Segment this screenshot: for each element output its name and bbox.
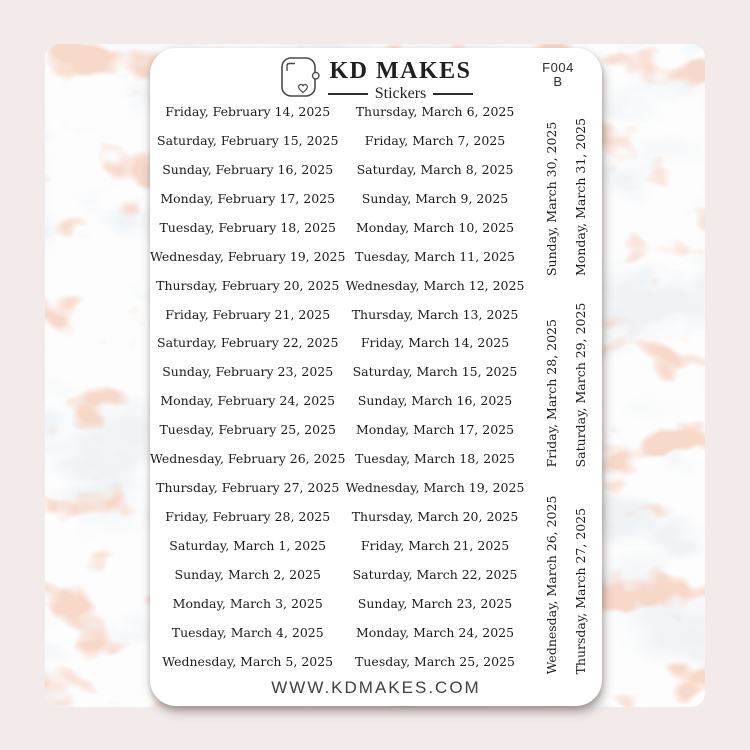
- date-sticker-label: Friday, March 21, 2025: [360, 538, 510, 554]
- date-sticker-label-vertical: Wednesday, March 26, 2025: [544, 495, 559, 675]
- date-sticker-label: Wednesday, March 12, 2025: [345, 277, 525, 293]
- date-sticker-label: Friday, March 7, 2025: [364, 132, 506, 148]
- date-sticker-label: Saturday, March 1, 2025: [169, 538, 327, 554]
- date-sticker-label-vertical: Saturday, March 29, 2025: [572, 302, 588, 468]
- date-sticker-label: Monday, February 24, 2025: [160, 393, 336, 409]
- journal-heart-logo-icon: [279, 56, 323, 98]
- rotated-sticker-group: [544, 496, 588, 675]
- date-sticker-grid: [150, 97, 530, 676]
- date-sticker-label: Tuesday, March 11, 2025: [355, 248, 515, 264]
- date-sticker-label: Saturday, March 8, 2025: [356, 161, 514, 177]
- date-sticker-label: Sunday, March 16, 2025: [357, 393, 513, 409]
- date-sticker-label: Monday, February 17, 2025: [160, 190, 336, 206]
- date-sticker-label: Monday, March 17, 2025: [355, 422, 515, 438]
- sticker-sheet: [150, 48, 602, 706]
- date-sticker-label: Saturday, February 15, 2025: [157, 132, 339, 148]
- date-sticker-label-vertical: Sunday, March 30, 2025: [544, 121, 559, 277]
- brand-name: KD MAKES: [329, 58, 472, 84]
- date-sticker-label-vertical: Monday, March 31, 2025: [572, 117, 588, 277]
- date-sticker-label: Tuesday, March 4, 2025: [171, 624, 324, 640]
- date-sticker-label: Saturday, February 22, 2025: [157, 335, 339, 351]
- date-sticker-label: Tuesday, February 25, 2025: [159, 422, 336, 438]
- date-sticker-label: Friday, February 21, 2025: [165, 306, 331, 322]
- date-sticker-label: Sunday, March 23, 2025: [357, 595, 513, 611]
- date-sticker-label: Saturday, March 15, 2025: [352, 364, 518, 380]
- date-sticker-label: Friday, March 14, 2025: [360, 335, 510, 351]
- date-sticker-label: Friday, February 28, 2025: [165, 509, 331, 525]
- left-dash-rule: [328, 93, 368, 95]
- sheet-code-line2: B: [553, 74, 563, 90]
- brand-block: [328, 59, 474, 102]
- rotated-sticker-group: [544, 303, 588, 468]
- sheet-code-line1: F004: [542, 60, 574, 75]
- date-sticker-label: Tuesday, February 18, 2025: [159, 219, 336, 235]
- date-sticker-label: Tuesday, March 18, 2025: [355, 451, 515, 467]
- date-sticker-label: Thursday, March 6, 2025: [355, 103, 515, 119]
- date-sticker-label: Saturday, March 22, 2025: [352, 566, 518, 582]
- date-sticker-label: Thursday, March 13, 2025: [351, 306, 519, 322]
- right-dash-rule: [433, 93, 473, 95]
- sheet-header: [150, 56, 602, 102]
- date-sticker-label-vertical: Thursday, March 27, 2025: [572, 507, 588, 675]
- date-sticker-label: Sunday, March 9, 2025: [361, 190, 509, 206]
- date-sticker-label: Wednesday, March 19, 2025: [345, 480, 525, 496]
- date-sticker-label: Monday, March 10, 2025: [355, 219, 515, 235]
- date-sticker-label: Sunday, March 2, 2025: [174, 566, 321, 582]
- date-sticker-label: Thursday, March 20, 2025: [351, 509, 519, 525]
- date-sticker-label: Tuesday, March 25, 2025: [355, 653, 515, 669]
- date-column-left: [150, 97, 346, 676]
- website-footer: WWW.KDMAKES.COM: [271, 678, 481, 697]
- date-column-right: [340, 97, 530, 676]
- date-sticker-label: Wednesday, February 26, 2025: [150, 451, 346, 467]
- date-sticker-label: Monday, March 3, 2025: [172, 595, 323, 611]
- date-sticker-label: Monday, March 24, 2025: [355, 624, 515, 640]
- date-sticker-label: Wednesday, February 19, 2025: [150, 248, 346, 264]
- date-sticker-label-vertical: Friday, March 28, 2025: [544, 319, 559, 468]
- date-sticker-label: Friday, February 14, 2025: [165, 103, 331, 119]
- date-sticker-label: Wednesday, March 5, 2025: [162, 653, 334, 669]
- brand-subtitle: Stickers: [374, 85, 427, 102]
- rotated-sticker-group: [544, 118, 588, 276]
- date-sticker-label: Sunday, February 23, 2025: [162, 364, 334, 380]
- date-sticker-label: Sunday, February 16, 2025: [162, 161, 334, 177]
- date-sticker-label: Thursday, February 27, 2025: [156, 480, 340, 496]
- sheet-code: [538, 61, 578, 90]
- date-sticker-label: Thursday, February 20, 2025: [156, 277, 340, 293]
